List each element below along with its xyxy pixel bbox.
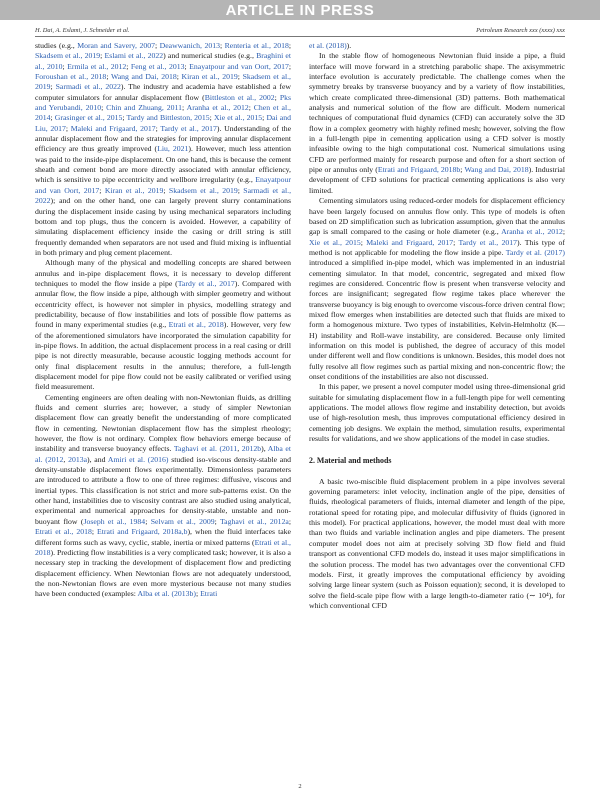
citation-link[interactable]: Alba et al. (2013b) bbox=[137, 589, 196, 599]
paragraph bbox=[309, 51, 565, 196]
left-column bbox=[35, 41, 291, 776]
text-run: ; bbox=[163, 185, 169, 195]
text-run: ). Industrial development of CFD solutions for practical cementing applications is also very limited. bbox=[309, 165, 565, 195]
article-in-press-banner bbox=[0, 0, 600, 20]
right-column bbox=[309, 41, 565, 776]
text-run: ; bbox=[154, 41, 160, 50]
citation-link[interactable]: 2012b bbox=[241, 444, 262, 454]
citation-link[interactable]: Sarmadi et al., 2022 bbox=[35, 185, 291, 206]
citation-link[interactable]: Etrati bbox=[200, 589, 218, 599]
text-run: ; bbox=[91, 527, 98, 537]
citation-link[interactable]: Renteria et al., 2018 bbox=[224, 41, 289, 50]
section-heading: 2. Material and methods bbox=[309, 456, 392, 466]
text-run: , bbox=[63, 454, 69, 464]
text-run: ; bbox=[155, 123, 161, 133]
text-run: In the stable flow of homogeneous Newtonian fluid inside a pipe, a fluid interface will move forward in a stretching parabolic shape. The axisymmetric interface evolution is accurately predictable. The challenge comes when the symmetry breaks by transverse buoyancy and by a variety of flow instabilities, which create complicated three-dimensional (3D) patterns. Both mathematical analysis and numerical solution of the flow are difficult. Modern numerical techniques of computational fluid dynamics (CFD) can accurately solve the 3D flow in a complex geometry with highly refined mesh; however, solving the flow in a full-length pipe in cementing application using a CFD solver is mostly infeasible owing to the high computational cost. Numerical simulations using CFD are performed mainly for research purpose and often for a short section of pipe or annulus only ( bbox=[309, 51, 565, 175]
paragraph bbox=[309, 382, 565, 444]
text-run: ); and on the other hand, one can largely prevent slurry contaminations during the displacement inside casing by using mechanical separators including bottom and top plugs, thus the concern is avoided. However, a capability of simulating displacement efficiency inside the casing or drill string is still frequently demanded when separators are not used and fluid mixing is influential in both primary and plug cement placement. bbox=[35, 196, 291, 257]
citation-link[interactable]: Grasinger et al., 2015 bbox=[54, 113, 123, 123]
text-run: introduced a simplified in-pipe model, which was implemented in an industrial cementing simulator. In that model, concentric, segregated and mixed flow regimes are considered. Concentric flow is present when transverse velocity and forces are insignificant; segregated flow regime takes place wherever the transverse buoyancy is big enough to overcome viscous-force driven central flow; mixed flow emerges when instabilities are detected such that fluids are mixed to form a homogenous mixture. Two types of instabilities, Kelvin-Helmholtz (K—H) instability and Roll-wave instability, are considered. Because only limited information on this model is published, the degree of accuracy of this model under different well and flow conditions is unknown. Besides, this model does not fully resolve all flow regimes such as partial mixing and non-concentric flow; the onset conditions of the instabilities are also not discussed. bbox=[309, 258, 565, 381]
text-run: ). Understanding of the annular displacement flow and the strategies for improving annular displacement efficiency are thus greatly improved ( bbox=[35, 123, 291, 154]
citation-link[interactable]: Kiran et al., 2019 bbox=[104, 185, 164, 195]
citation-link[interactable]: Wang and Dai, 2018 bbox=[111, 72, 177, 82]
text-run: ). The industry and academia have established a few computer simulators for annular displacement flow ( bbox=[35, 82, 291, 102]
text-run: ; bbox=[126, 61, 131, 71]
text-run: ). Predicting flow instabilities is a very complicated task; however, it is also a necessary step in tracking the development of displacement flow and predicting displacement efficiency. When Newtonian flows are not adequately understood, the non-Newtonian flows are even more mysterious because not many studies have been conducted (examples: bbox=[35, 547, 291, 599]
paragraph bbox=[35, 393, 291, 600]
text-run: ; bbox=[237, 185, 244, 195]
text-run: ; bbox=[50, 82, 56, 92]
text-run: ; bbox=[184, 61, 190, 71]
text-run: ; bbox=[214, 516, 220, 526]
text-run: ). However, very few of the aforementioned simulators have incorporated the simulation capability for in-pipe flows. In addition, the actual displacement process in a real casing or drill pipe is not directly measurable, because acoustic logging methods account for only final displacement results in the annulus; therefore, a full-length displacement model for pipe flow could not be easily calibrated or verified using field measurement. bbox=[35, 320, 291, 392]
citation-link[interactable]: Skadsem et al., 2019 bbox=[35, 51, 101, 61]
text-run: In this paper, we present a novel computer model using three-dimensional grid suitable for simulating displacement flow in a full-length pipe for well cementing applications. The model allows flow regime and instability detection, but avoids use of high-resolution mesh, thus improves computational efficiency desired in cementing job designs. We explain the method, simulation results, experimental results for validations, and we show applications of the model in case studies. bbox=[309, 382, 565, 444]
text-run: ; bbox=[101, 103, 107, 113]
citation-link[interactable]: Etrati and Frigaard, 2018a,b bbox=[97, 527, 188, 537]
text-run: ; bbox=[145, 516, 151, 526]
text-run: Although many of the physical and modelling concepts are shared between annulus and in-pipe displacement flows, it is necessary to develop different techniques to model the flow inside a pipe ( bbox=[35, 258, 291, 288]
citation-link[interactable]: Maleki and Frigaard, 2017 bbox=[70, 123, 156, 133]
text-run: ). Compared with annular flow, the flow inside a pipe, although with simpler geometry and without eccentricity effect, is however not simpler in physics, modelling strategy and predictability, because of flow instabilities and lots of possible flow patterns as found in many experimental studies (e.g., bbox=[35, 278, 291, 330]
text-run: Cementing engineers are often dealing with non-Newtonian fluids, as drilling fluids and cement slurries are; however, a study of simpler Newtonian displacement flow can greatly benefit the understanding of more complicated flow in cementing. Newtonian displacement flow has the simplest rheology; however, the flow is not ordinary. Complex flow behaviors emerge because of instability and transverse buoyancy effects. bbox=[35, 392, 291, 454]
text-run: ), when the fluid interfaces take different forms such as wavy, cyclic, stable, inertia or mixed patterns ( bbox=[35, 527, 291, 547]
citation-link[interactable]: Braghini et al., 2010 bbox=[35, 51, 291, 71]
text-run: ; bbox=[209, 113, 214, 123]
citation-link[interactable]: Enayatpour and van Oort, 2017 bbox=[189, 61, 289, 71]
citation-link[interactable]: Sarmadi et al., 2022 bbox=[55, 82, 121, 92]
text-run: ). This type of method is not applicable for modeling the flow inside a pipe. bbox=[309, 237, 565, 257]
header-authors: H. Dai, A. Eslami, J. Schneider et al. bbox=[35, 27, 130, 34]
page-number: 2 bbox=[298, 783, 302, 790]
text-run: ; bbox=[288, 41, 291, 50]
right-column-methods bbox=[309, 477, 565, 611]
text-run: ), and bbox=[87, 454, 108, 464]
citation-link[interactable]: Skadsem et al., 2019 bbox=[168, 185, 238, 195]
text-run: ; bbox=[288, 516, 291, 526]
text-run: studies (e.g., bbox=[35, 41, 78, 50]
citation-link[interactable]: Dai and Liu, 2017 bbox=[35, 113, 291, 133]
citation-link[interactable]: Tardy and Bittleston, 2015 bbox=[126, 113, 210, 123]
paragraph bbox=[309, 41, 565, 51]
text-run: ; bbox=[460, 165, 465, 175]
citation-link[interactable]: Maleki and Frigaard, 2017 bbox=[366, 237, 454, 247]
citation-link[interactable]: Bittleston et al., 2002 bbox=[204, 92, 275, 102]
text-run: ; bbox=[181, 103, 187, 113]
citation-link[interactable]: Chen et al., 2014 bbox=[35, 103, 291, 123]
citation-link[interactable]: 2013a bbox=[68, 454, 88, 464]
text-run: ; bbox=[262, 113, 267, 123]
citation-link[interactable]: Taghavi et al. (2011 bbox=[173, 444, 238, 454]
citation-link[interactable]: Aranha et al., 2012 bbox=[501, 227, 563, 237]
text-run: ; bbox=[453, 237, 459, 247]
text-run: ) and numerical studies (e.g., bbox=[163, 51, 257, 61]
text-run: ; bbox=[195, 589, 201, 599]
header-journal: Petroleum Research xxx (xxxx) xxx bbox=[476, 27, 565, 34]
citation-link[interactable]: Deawwanich, 2013 bbox=[159, 41, 220, 50]
text-run: ; bbox=[288, 61, 291, 71]
citation-link[interactable]: Selvam et al., 2009 bbox=[150, 516, 215, 526]
banner-text: ARTICLE IN PRESS bbox=[225, 1, 375, 19]
paragraph bbox=[309, 477, 565, 611]
citation-link[interactable]: Foroushan et al., 2018 bbox=[35, 72, 107, 82]
citation-link[interactable]: Joseph et al., 1984 bbox=[83, 516, 146, 526]
text-run: studied iso-viscous density-stable and density-unstable displacement flows experimentally. Dimensionless parameters are introduced to attribute a flow to one of three regimes: diffusive, viscous and inertial types. This classification is not strict and more sub-patterns exist. On the other hand, instabilities due to viscosity contrast are also studied using analytical, experimental and numerical approaches for density-stable, unstable and non-buoyant flow ( bbox=[35, 454, 291, 526]
text-run: A basic two-miscible fluid displacement problem in a pipe involves several governing parameters: inlet velocity, inclination angle of the pipe, densities of fluids, rheological parameters of fluids, internal diameter and length of the pipe, rotational speed for rotating pipe, and molecular diffusivity of fluids (ignored in this model). For practical applications, however, the model must deal with more than two fluids and variable inclination angles and pipe diameters. The present computer model does not aim at precisely solving 3D flow field and fluid transport as conventional CFD models do, instead it uses major simplifications in the solution process. The model has two advantages over the conventional CFD models. First, it greatly improves the computational efficiency by avoiding solving large linear system (such as Poisson equation); second, it is developed to solve the field-scale pipe flow with a large length-to-diameter ratio (∼ 10⁴), for which conventional CFD bbox=[309, 476, 565, 610]
text-run: ; bbox=[248, 103, 254, 113]
text-run: ; bbox=[62, 61, 68, 71]
text-run: ; bbox=[176, 72, 182, 82]
text-run: ; bbox=[562, 227, 565, 237]
text-run: ; bbox=[65, 123, 71, 133]
citation-link[interactable]: Etrati et al., 2018 bbox=[168, 320, 224, 330]
text-run: ; bbox=[360, 237, 367, 247]
paragraph bbox=[35, 258, 291, 392]
text-run: ; bbox=[274, 92, 280, 102]
text-run: ; bbox=[99, 185, 105, 195]
citation-link[interactable]: Aranha et al., 2012 bbox=[186, 103, 249, 113]
citation-link[interactable]: Kiran et al., 2019 bbox=[181, 72, 238, 82]
citation-link[interactable]: Tardy et al., 2017 bbox=[458, 237, 518, 247]
text-run: ), bbox=[261, 444, 268, 454]
two-column-body bbox=[35, 41, 565, 776]
citation-link[interactable]: Pks and Yerubandi, 2010 bbox=[35, 92, 291, 113]
citation-link[interactable]: Moran and Savery, 2007 bbox=[77, 41, 155, 50]
text-run: Cementing simulators using reduced-order models for displacement efficiency have been largely focused on annulus flow only. This type of models is often based on 2D simplification such as lubrication assumption, given that the annulus gap is small compared to the casing or hole diameter (e.g., bbox=[309, 196, 565, 237]
text-run: ; bbox=[100, 51, 105, 61]
citation-link[interactable]: Eslami et al., 2022 bbox=[104, 51, 164, 61]
text-run: ; bbox=[50, 113, 55, 123]
citation-link[interactable]: Amiri et al. (2016) bbox=[107, 454, 169, 464]
citation-link[interactable]: Wang and Dai, 2018 bbox=[464, 165, 529, 175]
citation-link[interactable]: Xie et al., 2015 bbox=[213, 113, 263, 123]
citation-link[interactable]: Skadsem et al., 2019 bbox=[35, 72, 291, 92]
text-run: ). bbox=[346, 41, 352, 50]
citation-link[interactable]: Xie et al., 2015 bbox=[309, 237, 361, 247]
citation-link[interactable]: Ermila et al., 2012 bbox=[67, 61, 127, 71]
citation-link[interactable]: Liu, 2021 bbox=[157, 144, 189, 154]
citation-link[interactable]: Feng et al., 2013 bbox=[130, 61, 185, 71]
header-rule bbox=[35, 36, 565, 37]
citation-link[interactable]: Tardy et al., 2017 bbox=[177, 278, 235, 288]
right-column-intro bbox=[309, 41, 565, 444]
running-head bbox=[35, 27, 565, 34]
citation-link[interactable]: Tardy et al. (2017) bbox=[505, 247, 565, 257]
citation-link[interactable]: et al. (2018) bbox=[309, 41, 347, 50]
citation-link[interactable]: Etrati et al., 2018 bbox=[35, 537, 291, 557]
citation-link[interactable]: Taghavi et al., 2012a bbox=[219, 516, 289, 526]
text-run: ). However, much less attention was paid to the inside-pipe displacement. On one hand, this is because the cement sheath and cement bond are more directly associated with annular efficiency, which is sensitive to pipe eccentricity and wellbore irregularity (e.g., bbox=[35, 144, 291, 185]
text-run: ; bbox=[219, 41, 225, 50]
text-run: ; bbox=[122, 113, 127, 123]
text-run: , bbox=[237, 444, 242, 454]
citation-link[interactable]: Alba et al. (2012 bbox=[35, 444, 291, 464]
citation-link[interactable]: Enayatpour and van Oort, 2017 bbox=[35, 175, 291, 195]
paragraph bbox=[35, 41, 291, 258]
citation-link[interactable]: Chin and Zhuang, 2011 bbox=[106, 103, 182, 113]
text-run: ; bbox=[237, 72, 243, 82]
text-run: ; bbox=[106, 72, 111, 82]
paragraph bbox=[309, 196, 565, 382]
citation-link[interactable]: Etrati and Frigaard, 2018b bbox=[377, 165, 461, 175]
citation-link[interactable]: Tardy et al., 2017 bbox=[160, 123, 217, 133]
citation-link[interactable]: Etrati et al., 2018 bbox=[35, 527, 92, 537]
